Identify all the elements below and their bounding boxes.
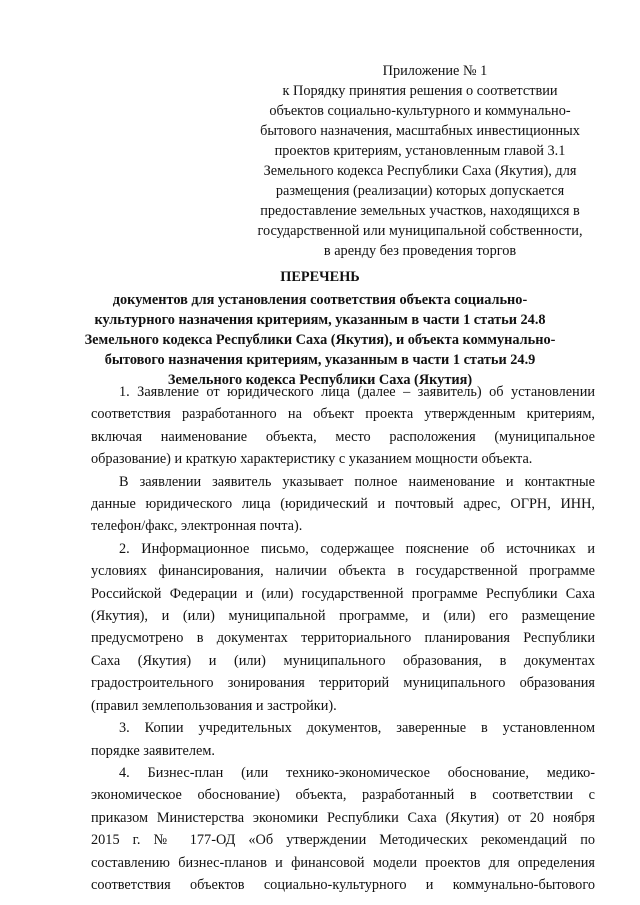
paragraph-line: (Якутия), и (или) муниципальной программе, и (или) его размещение — [91, 608, 595, 625]
appendix-note — [244, 61, 596, 261]
document-title — [60, 267, 580, 390]
paragraph-line: 2. Информационное письмо, содержащее пояснение об источниках и — [119, 540, 595, 557]
paragraph-line: 3. Копии учредительных документов, заверенные в установленном — [119, 720, 595, 737]
paragraph-line: 2015 г. № 177-ОД «Об утверждении Методических рекомендаций по — [91, 832, 595, 849]
paragraph-item-1 — [91, 381, 595, 471]
paragraph-line: условиях финансирования, наличии объекта в государственной программе — [91, 563, 595, 580]
paragraph-line: экономическое обоснование) объекта, разработанный в соответствии с — [91, 787, 595, 804]
paragraph-item-3 — [91, 717, 595, 762]
appendix-line: объектов социально-культурного и коммунально- — [269, 103, 571, 119]
appendix-line: Земельного кодекса Республики Саха (Якутия), для — [263, 163, 577, 179]
appendix-line: в аренду без проведения торгов — [323, 243, 517, 259]
appendix-number: Приложение № 1 — [382, 63, 488, 79]
document-body — [91, 381, 595, 896]
title-line: культурного назначения критериям, указанным в части 1 статьи 24.8 — [94, 312, 546, 328]
paragraph-item-4 — [91, 762, 595, 896]
paragraph-line: соответствия разработанного на объект проекта утвержденным критериям, — [91, 406, 595, 423]
paragraph-line: приказом Министерства экономики Республики Саха (Якутия) от 20 ноября — [91, 809, 595, 826]
paragraph-line: В заявлении заявитель указывает полное наименование и контактные — [119, 473, 595, 490]
title-line: Земельного кодекса Республики Саха (Якутия), и объекта коммунально- — [84, 332, 556, 348]
paragraph-line: градостроительного зонирования территорий муниципального образования — [91, 675, 595, 692]
title-line: Земельного кодекса Республики Саха (Якутия) — [167, 372, 473, 388]
paragraph-line: соответствия объектов социально-культурного и коммунально-бытового — [91, 876, 595, 893]
paragraph-line: Саха (Якутия) и (или) муниципального образования, в документах — [91, 652, 595, 669]
paragraph-line: 4. Бизнес-план (или технико-экономическое обоснование, медико- — [119, 764, 595, 781]
appendix-line: проектов критериям, установленным главой 3.1 — [274, 143, 566, 159]
title-heading: ПЕРЕЧЕНЬ — [280, 269, 360, 285]
paragraph-line: порядке заявителем. — [91, 742, 215, 759]
appendix-line: к Порядку принятия решения о соответствии — [282, 83, 558, 99]
paragraph-line: (правил землепользования и застройки). — [91, 697, 337, 714]
paragraph-line: включая наименование объекта, место расположения (муниципальное — [91, 428, 595, 445]
paragraph-line: предусмотрено в документах территориального планирования Республики — [91, 630, 595, 647]
appendix-line: бытового назначения, масштабных инвестиционных — [260, 123, 580, 139]
appendix-line: государственной или муниципальной собственности, — [257, 223, 583, 239]
paragraph-line: данные юридического лица (юридический и почтовый адрес, ОГРН, ИНН, — [91, 496, 595, 513]
appendix-line: размещения (реализации) которых допускается — [275, 183, 565, 199]
paragraph-item-2 — [91, 538, 595, 717]
paragraph-line: Российской Федерации и (или) государственной программе Республики Саха — [91, 585, 595, 602]
title-line: бытового назначения критериям, указанным в части 1 статьи 24.9 — [104, 352, 536, 368]
title-line: документов для установления соответствия объекта социально- — [112, 292, 528, 308]
paragraph-line: телефон/факс, электронная почта). — [91, 518, 303, 535]
paragraph-line: образование) и краткую характеристику с указанием мощности объекта. — [91, 451, 533, 468]
paragraph-item-1-details — [91, 471, 595, 538]
paragraph-line: 1. Заявление от юридического лица (далее – заявитель) об установлении — [119, 384, 595, 400]
paragraph-line: составлению бизнес-планов и финансовой модели проектов для определения — [91, 854, 595, 871]
appendix-line: предоставление земельных участков, находящихся в — [260, 203, 580, 219]
